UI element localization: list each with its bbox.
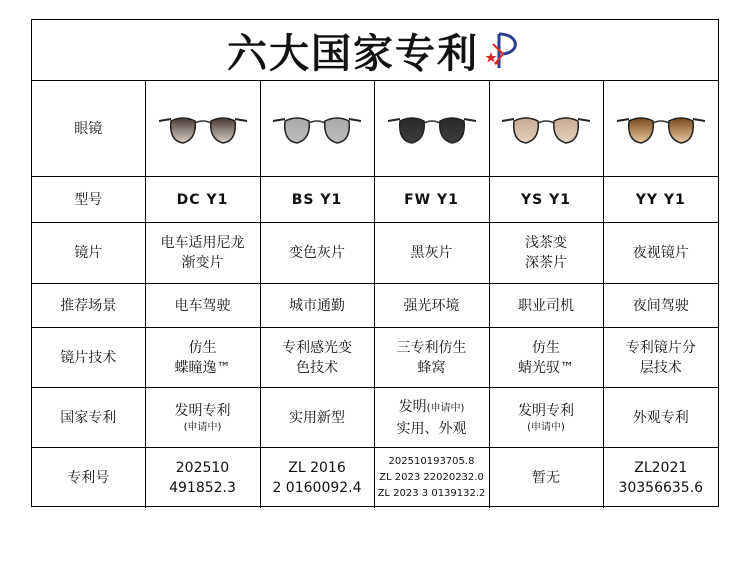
glasses-image-cell xyxy=(374,81,489,177)
cell-line: ZL2021 xyxy=(634,459,688,476)
model-cell: BS Y1 xyxy=(260,177,374,223)
cell-line: ZL 2023 3 0139132.2 xyxy=(377,487,486,499)
cell-line: 仿生 xyxy=(532,339,560,356)
sunglasses-icon xyxy=(157,109,249,149)
cell-line: 夜视镜片 xyxy=(632,245,689,261)
cell-text: 发明 xyxy=(398,398,427,415)
cell-line: 电车适用尼龙 xyxy=(160,235,245,251)
row-label: 国家专利 xyxy=(32,388,145,448)
model-cell: DC Y1 xyxy=(145,177,260,223)
row-eyewear xyxy=(32,81,718,177)
tech-cell xyxy=(374,328,489,388)
row-patent xyxy=(32,388,718,448)
row-label: 镜片技术 xyxy=(32,328,145,388)
cell-line: 发明专利 xyxy=(518,402,574,419)
tech-cell xyxy=(260,328,374,388)
row-tech xyxy=(32,328,718,388)
cell-line: 202510 xyxy=(175,459,230,476)
tech-cell xyxy=(603,328,718,388)
cell-line: 2 0160092.4 xyxy=(272,479,362,496)
cell-line: 色技术 xyxy=(296,359,338,376)
cell-line: 三专利仿生 xyxy=(396,339,467,356)
row-model xyxy=(32,177,718,223)
patent-cell: 外观专利 xyxy=(603,388,718,448)
cell-line: 深茶片 xyxy=(525,255,567,271)
lens-cell xyxy=(260,223,374,284)
lens-cell xyxy=(603,223,718,284)
sunglasses-icon xyxy=(615,109,707,149)
sunglasses-icon xyxy=(271,109,363,149)
cell-line: 渐变片 xyxy=(181,255,224,271)
row-scene xyxy=(32,284,718,328)
tech-cell xyxy=(489,328,603,388)
model-cell: FW Y1 xyxy=(374,177,489,223)
cell-line xyxy=(377,397,487,419)
cell-line: 专利镜片分 xyxy=(625,339,696,356)
cell-line: 30356635.6 xyxy=(618,479,704,496)
pending-note: (申请中) xyxy=(183,421,222,433)
patent-number-cell xyxy=(603,448,718,508)
model-cell: YY Y1 xyxy=(603,177,718,223)
glasses-image-cell xyxy=(603,81,718,177)
patent-number-cell xyxy=(374,448,489,508)
scene-cell: 城市通勤 xyxy=(260,284,374,328)
cell-line: 层技术 xyxy=(639,359,682,376)
lens-cell xyxy=(374,223,489,284)
scene-cell: 电车驾驶 xyxy=(145,284,260,328)
tech-cell xyxy=(145,328,260,388)
lens-cell xyxy=(145,223,260,284)
scene-cell: 职业司机 xyxy=(489,284,603,328)
spec-table xyxy=(32,80,718,508)
row-patent-number xyxy=(32,448,718,508)
patent-cell xyxy=(145,388,260,448)
row-label: 镜片 xyxy=(32,223,145,284)
row-label: 眼镜 xyxy=(32,81,145,177)
cell-line: 蜂窝 xyxy=(417,359,446,376)
patent-number-cell xyxy=(145,448,260,508)
glasses-image-cell xyxy=(489,81,603,177)
cell-line: 实用、外观 xyxy=(396,420,467,437)
lens-cell xyxy=(489,223,603,284)
pending-note: (申请中) xyxy=(426,402,465,414)
cell-line: 仿生 xyxy=(188,339,217,356)
patent-logo-icon xyxy=(485,30,523,70)
cell-line: ZL 2016 xyxy=(288,459,346,476)
sunglasses-icon xyxy=(500,109,592,149)
cell-line: 491852.3 xyxy=(169,479,236,496)
patent-cell: 实用新型 xyxy=(260,388,374,448)
glasses-image-cell xyxy=(260,81,374,177)
comparison-table-frame xyxy=(31,19,719,507)
scene-cell: 夜间驾驶 xyxy=(603,284,718,328)
cell-line: 蜻光驭™ xyxy=(518,359,574,376)
cell-line: 浅茶变 xyxy=(525,235,567,251)
patent-number-cell xyxy=(260,448,374,508)
page-title: 六大国家专利 xyxy=(227,30,479,77)
patent-cell xyxy=(374,388,489,448)
scene-cell: 强光环境 xyxy=(374,284,489,328)
pending-note: (申请中) xyxy=(527,421,565,433)
row-label: 型号 xyxy=(32,177,145,223)
cell-line: 专利感光变 xyxy=(282,339,352,356)
cell-line: 变色灰片 xyxy=(289,245,345,261)
sunglasses-icon xyxy=(386,109,478,149)
row-label: 专利号 xyxy=(32,448,145,508)
title-row xyxy=(32,20,718,81)
model-cell: YS Y1 xyxy=(489,177,603,223)
cell-line: 蝶瞳逸™ xyxy=(174,359,231,376)
glasses-image-cell xyxy=(145,81,260,177)
cell-line: 黑灰片 xyxy=(410,245,453,261)
row-lens xyxy=(32,223,718,284)
patent-number-cell: 暂无 xyxy=(489,448,603,508)
row-label: 推荐场景 xyxy=(32,284,145,328)
cell-line: 202510193705.8 xyxy=(388,455,475,467)
patent-cell xyxy=(489,388,603,448)
cell-line: ZL 2023 22020232.0 xyxy=(379,471,484,483)
cell-line: 发明专利 xyxy=(174,402,231,419)
